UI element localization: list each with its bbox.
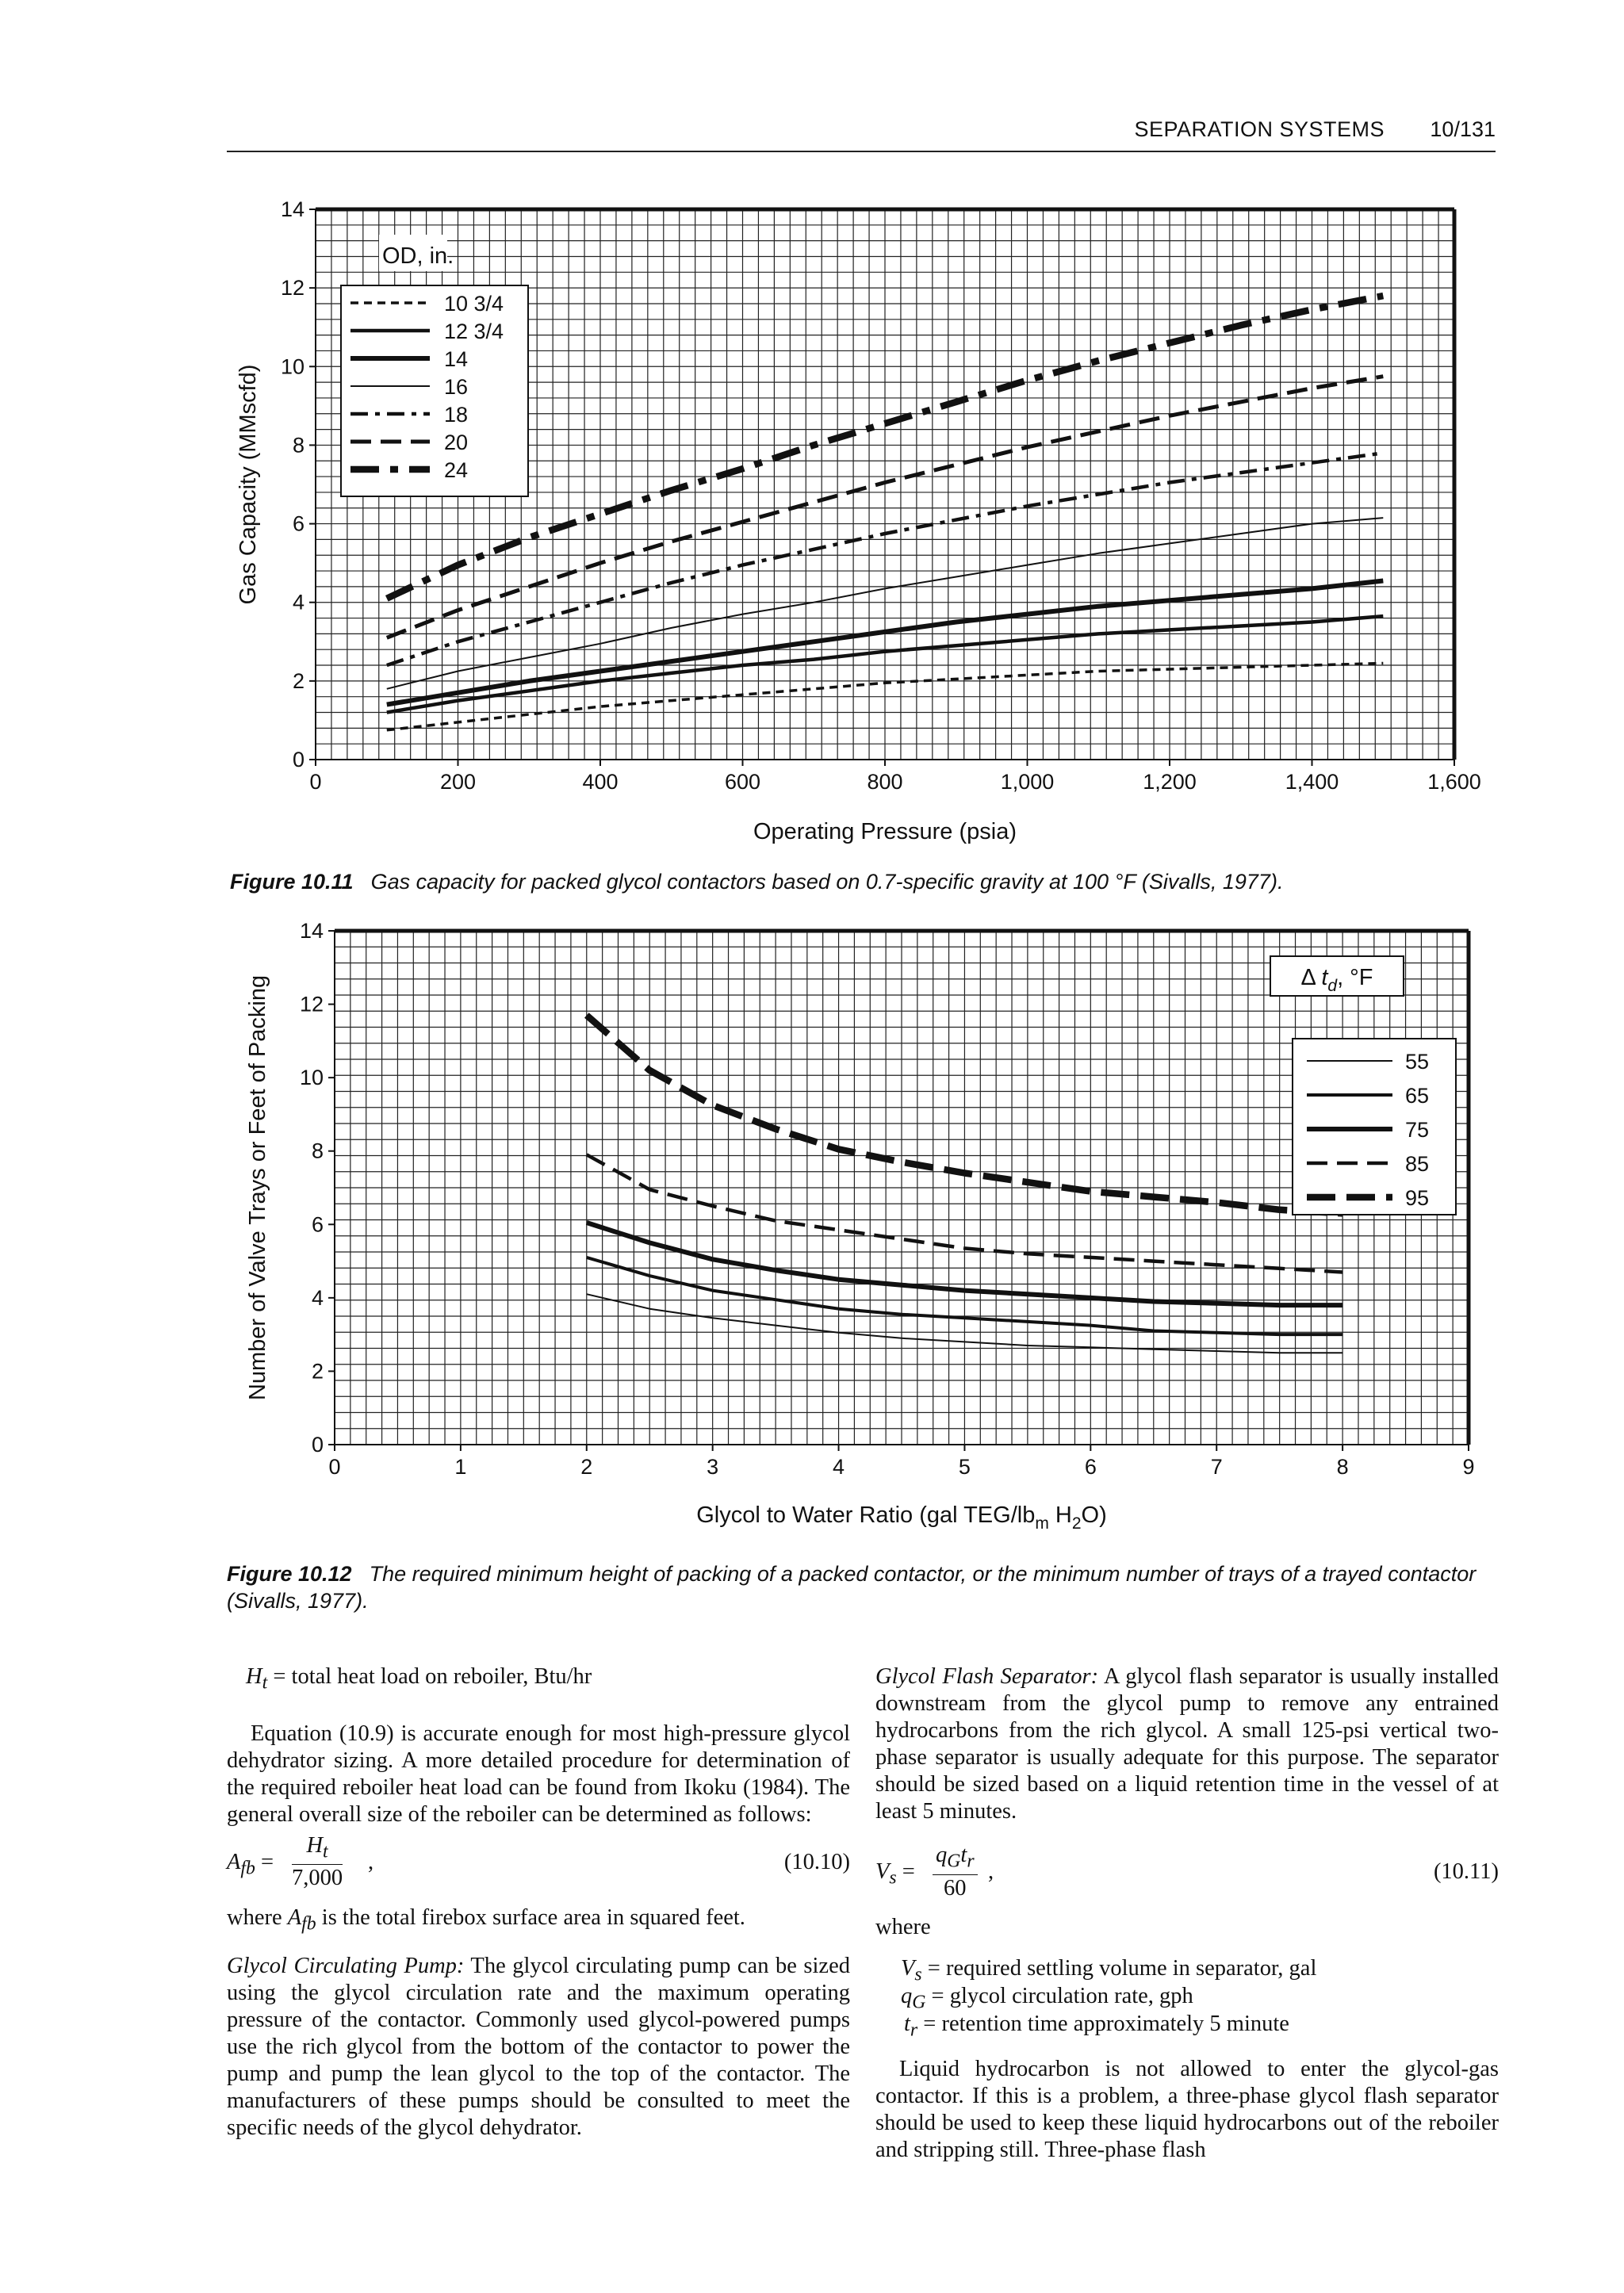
legend-entry: 65 xyxy=(1405,1084,1430,1108)
legend-entry: 95 xyxy=(1405,1186,1430,1210)
def-text: = required settling volume in separator, gal xyxy=(927,1956,1317,1981)
where-label: where xyxy=(875,1915,931,1939)
left-column xyxy=(227,1663,850,2142)
eq-10-10-num-sub: t xyxy=(323,1841,328,1862)
eq-10-10-fraction xyxy=(292,1833,343,1893)
equation-10-11 xyxy=(875,1843,1499,1900)
x-tick-label: 9 xyxy=(1462,1455,1475,1479)
def-sub: s xyxy=(914,1964,922,1985)
figure-10-11-label: Figure 10.11 xyxy=(230,870,354,894)
x-axis-label: Operating Pressure (psia) xyxy=(753,819,1017,844)
page-number: 10/131 xyxy=(1430,117,1496,141)
legend-entry: 20 xyxy=(444,431,469,454)
glycol-pump-text: The glycol circulating pump can be sized using the glycol circulation rate and the maximum operating pressure of the contactor. Commonly used glycol-powered pumps use the rich glycol from the bottom of the contactor to power the pump and pump the lean glycol to the top of the contactor. The manufacturers of these pumps should be consulted to meet the specific needs of the glycol dehydrator. xyxy=(227,1954,850,2141)
eq-10-11-lhs xyxy=(875,1859,915,1892)
figure-10-11-caption-text: Gas capacity for packed glycol contactors based on 0.7-specific gravity at 100 °F (Sivalls, 1977). xyxy=(370,870,1284,894)
equation-10-10 xyxy=(227,1833,850,1890)
right-column xyxy=(875,1663,1499,2164)
eq-10-11-lhs-sub: s xyxy=(889,1867,897,1889)
legend-entry: 16 xyxy=(444,375,469,399)
y-tick-label: 6 xyxy=(311,1212,324,1237)
y-tick-label: 0 xyxy=(292,748,304,771)
legend-box xyxy=(341,285,528,496)
running-header xyxy=(227,114,1496,152)
x-tick-label: 1,400 xyxy=(1285,770,1339,794)
def-symbol: q xyxy=(901,1984,913,2008)
y-tick-label: 10 xyxy=(299,1066,324,1090)
liquid-hydrocarbon-paragraph: Liquid hydrocarbon is not allowed to enter the glycol-gas contactor. If this is a problem, a three-phase glycol flash separator should be used to keep these liquid hydrocarbons out of the reboiler and stripping still. Three-phase flash xyxy=(875,2057,1499,2162)
afb-text: is the total firebox surface area in squared feet. xyxy=(316,1904,745,1930)
y-axis-label: Gas Capacity (MMscfd) xyxy=(236,364,261,605)
legend-title-part: d xyxy=(1327,977,1338,995)
glycol-pump-title: Glycol Circulating Pump: xyxy=(227,1954,465,1979)
legend-entry: 18 xyxy=(444,403,469,427)
x-tick-label: 0 xyxy=(309,770,322,794)
figure-10-12-caption xyxy=(227,1560,1503,1614)
legend-entry: 24 xyxy=(444,458,469,482)
legend-entry: 75 xyxy=(1405,1118,1430,1142)
legend-entry: 12 3/4 xyxy=(444,320,504,343)
y-tick-label: 4 xyxy=(292,590,304,614)
glycol-pump-paragraph xyxy=(227,1953,850,2142)
eq-10-10-number: (10.10) xyxy=(783,1849,850,1874)
y-tick-label: 2 xyxy=(292,668,304,693)
x-tick-label: 1,200 xyxy=(1143,770,1197,794)
def-text: = retention time approximately 5 minute xyxy=(923,2012,1289,2036)
ht-definition xyxy=(246,1663,850,1697)
x-tick-label: 1,600 xyxy=(1427,770,1481,794)
x-axis-label-part: m xyxy=(1035,1514,1049,1533)
x-tick-label: 4 xyxy=(833,1455,845,1479)
legend-title-part: , °F xyxy=(1337,965,1373,990)
paragraph-eq-10-9: Equation (10.9) is accurate enough for most high-pressure glycol dehydrator sizing. A more detailed procedure for determination of the required reboiler heat load can be found from Ikoku (1984). The general overall size of the reboiler can be determined as follows: xyxy=(227,1721,850,1827)
x-tick-label: 8 xyxy=(1336,1455,1349,1479)
eq-10-10-denominator: 7,000 xyxy=(292,1866,343,1891)
afb-where: where xyxy=(227,1904,288,1930)
eq-10-11-number: (10.11) xyxy=(1433,1859,1499,1884)
figure-10-12-label: Figure 10.12 xyxy=(227,1562,352,1586)
figure-10-11-caption xyxy=(230,868,1515,895)
legend-entry: 10 3/4 xyxy=(444,292,504,316)
legend-title-part: Δ xyxy=(1300,965,1322,990)
flash-separator-text: A glycol flash separator is usually installed downstream from the glycol pump to remove any entrained hydrocarbons from the rich glycol. A small 125-psi vertical two-phase separator is usually adequate for this purpose. The separator should be sized based on a liquid retention time in the vessel of at least 5 minutes. xyxy=(875,1664,1500,1824)
eq-10-10-lhs xyxy=(227,1849,274,1882)
eq-10-11-comma: , xyxy=(988,1859,994,1884)
y-tick-label: 14 xyxy=(299,919,324,943)
y-tick-label: 6 xyxy=(292,511,304,536)
y-tick-label: 4 xyxy=(311,1285,324,1310)
legend-title-part: t xyxy=(1321,965,1328,990)
x-axis-label-part: O) xyxy=(1081,1503,1107,1528)
y-axis-label: Number of Valve Trays or Feet of Packing xyxy=(245,974,270,1401)
legend-entry: 14 xyxy=(444,347,469,371)
x-axis-label-part: 2 xyxy=(1071,1514,1082,1533)
x-tick-label: 1 xyxy=(454,1455,467,1479)
afb-symbol: A xyxy=(287,1904,302,1930)
eq-10-10-lhs-sub: fb xyxy=(240,1858,255,1879)
eq-10-11-num-tsub: r xyxy=(967,1851,975,1872)
y-tick-label: 12 xyxy=(280,276,304,301)
afb-definition xyxy=(227,1904,850,1938)
y-tick-label: 2 xyxy=(311,1359,324,1384)
x-tick-label: 3 xyxy=(707,1455,719,1479)
legend-entry: 85 xyxy=(1405,1152,1430,1176)
x-tick-label: 400 xyxy=(582,770,619,794)
x-axis-label-part: H xyxy=(1048,1503,1072,1528)
def-symbol: V xyxy=(901,1956,915,1981)
x-axis-label xyxy=(696,1503,1107,1533)
eq-10-10-comma: , xyxy=(368,1849,374,1874)
eq-10-11-denominator: 60 xyxy=(944,1875,967,1901)
section-title: SEPARATION SYSTEMS xyxy=(1134,117,1385,141)
legend-title: OD, in. xyxy=(382,243,454,269)
x-tick-label: 1,000 xyxy=(1000,770,1055,794)
y-tick-label: 12 xyxy=(299,992,324,1016)
eq-10-11-num-qsub: G xyxy=(947,1851,961,1872)
x-tick-label: 600 xyxy=(724,770,761,794)
eq-10-11-fraction xyxy=(933,1843,978,1902)
figure-10-11-chart xyxy=(0,190,1624,872)
ht-text: = total heat load on reboiler, Btu/hr xyxy=(267,1664,592,1689)
eq-10-10-num-symbol: H xyxy=(306,1832,324,1858)
eq-10-11-numerator xyxy=(933,1843,978,1875)
x-axis-label-part: Glycol to Water Ratio (gal TEG/lb xyxy=(696,1503,1036,1528)
flash-separator-title: Glycol Flash Separator: xyxy=(875,1664,1099,1689)
figure-10-12-chart xyxy=(0,912,1624,1562)
y-tick-label: 8 xyxy=(311,1139,324,1163)
variable-definitions xyxy=(875,1955,1499,2041)
eq-10-11-equals: = xyxy=(896,1859,915,1884)
y-tick-label: 8 xyxy=(292,433,304,457)
definition-row xyxy=(875,1983,1499,2011)
figure-10-12-caption-text: The required minimum height of packing of a packed contactor, or the minimum number of trays of a trayed contactor (Sivalls, 1977). xyxy=(227,1562,1477,1613)
x-tick-label: 200 xyxy=(439,770,477,794)
x-tick-label: 6 xyxy=(1084,1455,1097,1479)
def-text: = glycol circulation rate, gph xyxy=(931,1984,1193,2008)
flash-separator-paragraph xyxy=(875,1663,1499,1825)
definition-row xyxy=(875,1955,1499,1983)
ht-symbol: H xyxy=(246,1664,262,1689)
eq-10-10-lhs-symbol: A xyxy=(227,1849,241,1874)
eq-10-10-numerator xyxy=(292,1833,343,1866)
y-tick-label: 0 xyxy=(311,1433,324,1457)
eq-10-11-num-t: t xyxy=(960,1843,967,1867)
x-tick-label: 7 xyxy=(1210,1455,1223,1479)
def-sub: G xyxy=(912,1992,926,2013)
y-tick-label: 14 xyxy=(280,197,304,221)
afb-sub: fb xyxy=(301,1913,316,1935)
eq-10-10-equals: = xyxy=(255,1849,274,1874)
definition-row xyxy=(875,2011,1499,2041)
x-tick-label: 800 xyxy=(867,770,903,794)
def-sub: r xyxy=(910,2019,918,2041)
x-tick-label: 2 xyxy=(580,1455,593,1479)
ht-subscript: t xyxy=(262,1672,268,1694)
legend-entry: 55 xyxy=(1405,1050,1430,1074)
eq-10-11-num-q: q xyxy=(936,1843,948,1867)
legend xyxy=(341,235,528,496)
eq-10-11-lhs-symbol: V xyxy=(875,1859,890,1884)
x-tick-label: 0 xyxy=(328,1455,341,1479)
y-tick-label: 10 xyxy=(280,354,304,379)
x-tick-label: 5 xyxy=(958,1455,971,1479)
def-symbol: t xyxy=(904,2012,910,2036)
